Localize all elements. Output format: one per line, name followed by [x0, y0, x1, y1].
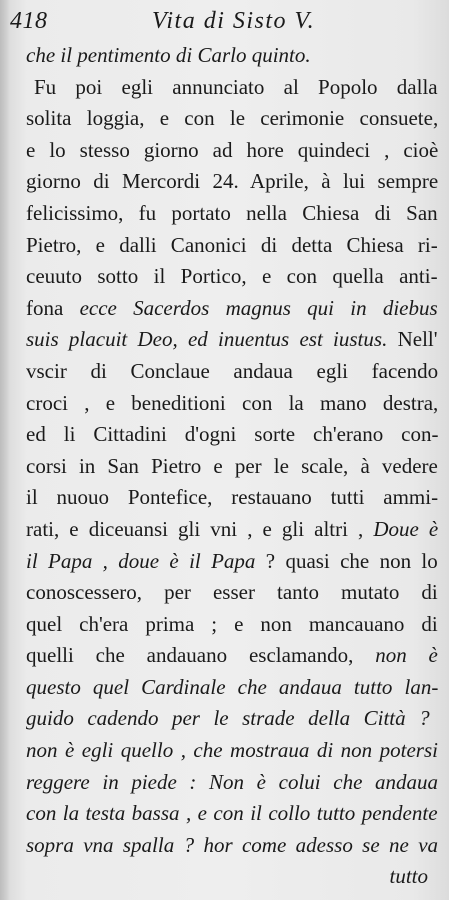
text-line: [26, 514, 438, 546]
page-header: [10, 8, 430, 38]
text-line: [26, 640, 438, 672]
text-segment: solita loggia, e con le cerimonie consuete,: [26, 106, 439, 131]
text-segment: vscir di Conclaue andaua egli facendo: [26, 358, 439, 383]
text-segment: quelli che andauano esclamando,: [26, 643, 376, 668]
text-segment: non è: [375, 643, 438, 668]
text-segment: e lo stesso giorno ad hore quindeci , cioè: [26, 137, 439, 162]
text-line: [26, 40, 438, 72]
text-line: [26, 672, 438, 704]
text-segment: quel ch'era prima ; e non mancauano di: [26, 611, 438, 636]
catchword: tutto: [389, 864, 428, 889]
text-line: [26, 166, 438, 198]
text-line: [26, 830, 438, 862]
text-segment: fona: [26, 295, 80, 320]
text-segment: ecce Sacerdos magnus qui in diebus: [79, 295, 438, 320]
text-line: [26, 230, 438, 262]
text-line: [26, 609, 438, 641]
text-segment: con la testa bassa , e con il collo tutto pendente: [26, 801, 438, 826]
text-line: [26, 482, 438, 514]
catchword-line: [26, 861, 438, 893]
text-segment: questo quel Cardinale che andaua tutto lan-: [26, 674, 439, 699]
text-segment: ceuuto sotto il Portico, e con quella anti-: [26, 264, 438, 289]
text-segment: Fu poi egli annunciato al Popolo dalla: [34, 74, 438, 99]
body-text: [26, 40, 438, 893]
text-line: [26, 324, 438, 356]
text-line: [26, 135, 438, 167]
text-segment: il nuouo Pontefice, restauano tutti ammi-: [26, 485, 439, 510]
text-line: [26, 72, 438, 104]
text-segment: che il pentimento di Carlo quinto.: [26, 43, 311, 67]
text-segment: Pietro, e dalli Canonici di detta Chiesa ri-: [26, 232, 438, 257]
text-line: [26, 798, 438, 830]
text-segment: croci , e beneditioni con la mano destra,: [26, 390, 439, 415]
text-segment: rati, e diceuansi gli vni , e gli altri ,: [26, 516, 374, 541]
text-line: [26, 577, 438, 609]
page-number: 418: [10, 8, 48, 34]
text-line: [26, 388, 438, 420]
text-line: [26, 546, 438, 578]
text-line: [26, 419, 438, 451]
text-segment: guido cadendo per le strade della Città ?: [26, 706, 430, 731]
text-line: [26, 293, 438, 325]
text-line: [26, 261, 438, 293]
binding-shadow: [0, 0, 10, 900]
text-line: [26, 103, 438, 135]
text-line: [26, 767, 438, 799]
text-segment: Nell': [387, 327, 438, 352]
text-segment: Doue è: [373, 516, 439, 541]
text-segment: reggere in piede : Non è colui che andaua: [26, 769, 439, 794]
text-segment: suis placuit Deo, ed inuentus est iustus.: [26, 327, 388, 352]
text-line: [26, 451, 438, 483]
text-segment: non è egli quello , che mostraua di non potersi: [26, 738, 438, 763]
running-title: Vita di Sisto V.: [152, 8, 316, 34]
text-line: [26, 198, 438, 230]
text-segment: giorno di Mercordi 24. Aprile, à lui sempre: [26, 169, 439, 194]
text-segment: felicissimo, fu portato nella Chiesa di San: [26, 200, 438, 225]
text-segment: ed li Cittadini d'ogni sorte ch'erano con-: [26, 422, 439, 447]
text-segment: conoscessero, per esser tanto mutato di: [26, 580, 438, 605]
text-line: [26, 703, 438, 735]
text-segment: ? quasi che non lo: [255, 548, 438, 573]
text-segment: corsi in San Pietro e per le scale, à vedere: [26, 453, 438, 478]
text-segment: sopra vna spalla ? hor come adesso se ne va: [26, 832, 439, 857]
text-line: [26, 356, 438, 388]
text-segment: il Papa , doue è il Papa: [26, 548, 256, 573]
text-line: [26, 735, 438, 767]
